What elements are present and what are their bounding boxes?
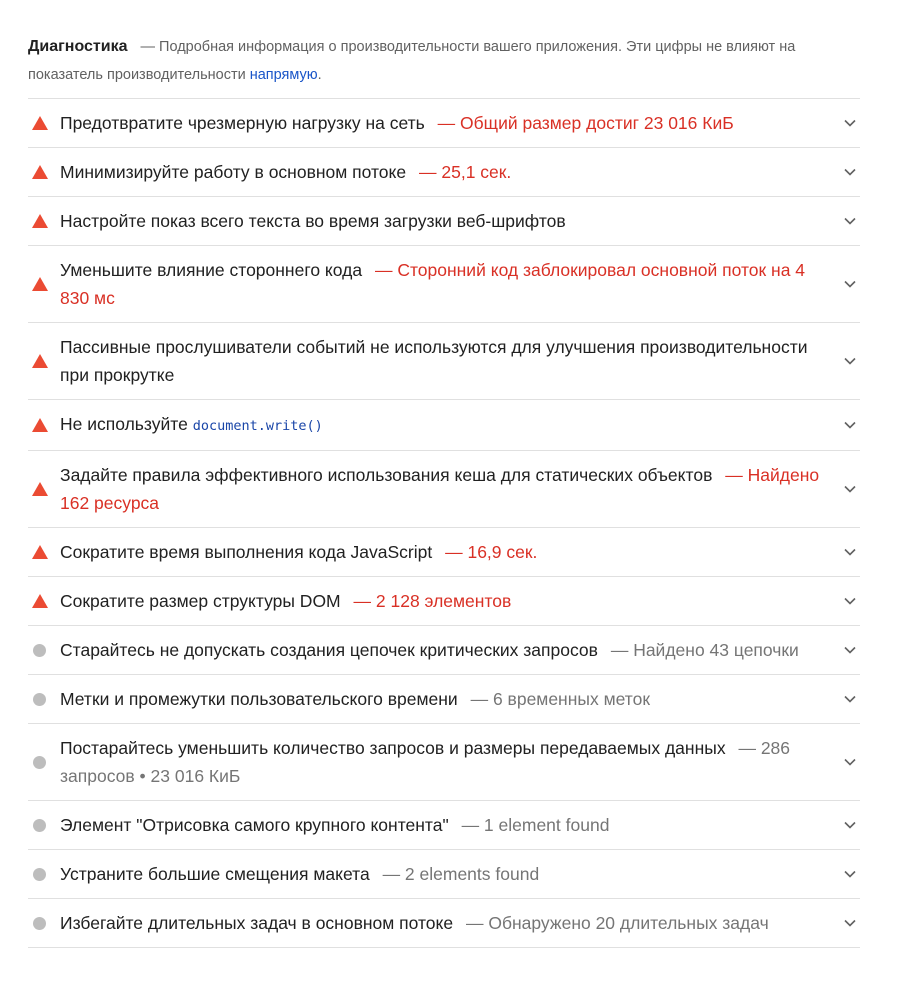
warning-triangle-icon — [32, 116, 48, 130]
directly-link[interactable]: напрямую — [249, 67, 318, 83]
warning-triangle-icon — [32, 594, 48, 608]
status-icon-cell — [28, 594, 60, 608]
warning-triangle-icon — [32, 214, 48, 228]
audit-title: Старайтесь не допускать создания цепочек критических запросов — [60, 640, 598, 660]
chevron-down-icon[interactable] — [840, 758, 860, 766]
audit-display-value: — 1 element found — [461, 815, 610, 835]
audit-title: Уменьшите влияние стороннего кода — [60, 260, 363, 280]
description-period: . — [317, 67, 322, 83]
status-icon-cell — [28, 354, 60, 368]
audit-row[interactable] — [28, 850, 860, 899]
audit-display-value: — 286 запросов • 23 016 КиБ — [60, 738, 791, 786]
status-icon-cell — [28, 868, 60, 881]
chevron-down-icon[interactable] — [840, 548, 860, 556]
audit-title: Пассивные прослушиватели событий не используются для улучшения производительности при прокрутке — [60, 337, 808, 385]
status-icon-cell — [28, 418, 60, 432]
chevron-down-icon[interactable] — [840, 168, 860, 176]
audit-display-value: — 2 128 элементов — [353, 591, 512, 611]
chevron-down-icon[interactable] — [840, 870, 860, 878]
audit-title: Минимизируйте работу в основном потоке — [60, 162, 407, 182]
audit-title: Предотвратите чрезмерную нагрузку на сеть — [60, 113, 425, 133]
audit-display-value: — 16,9 сек. — [445, 542, 538, 562]
audit-row[interactable] — [28, 801, 860, 850]
audit-display-value: — Обнаружено 20 длительных задач — [466, 913, 769, 933]
status-icon-cell — [28, 277, 60, 291]
audit-row[interactable] — [28, 626, 860, 675]
info-dot-icon — [33, 868, 46, 881]
audit-text — [60, 461, 840, 517]
audit-title: Устраните большие смещения макета — [60, 864, 370, 884]
info-dot-icon — [33, 644, 46, 657]
warning-triangle-icon — [32, 277, 48, 291]
info-dot-icon — [33, 917, 46, 930]
diagnostics-header — [28, 33, 860, 89]
audit-title: Сократите размер структуры DOM — [60, 591, 341, 611]
audit-title: Не используйте — [60, 414, 188, 434]
audit-title: Метки и промежутки пользовательского времени — [60, 689, 458, 709]
audit-text — [60, 410, 840, 440]
diagnostics-section — [28, 0, 860, 948]
warning-triangle-icon — [32, 418, 48, 432]
audit-row[interactable] — [28, 528, 860, 577]
chevron-down-icon[interactable] — [840, 280, 860, 288]
warning-triangle-icon — [32, 482, 48, 496]
audit-row[interactable] — [28, 323, 860, 400]
chevron-down-icon[interactable] — [840, 485, 860, 493]
audit-display-value: — 6 временных меток — [470, 689, 650, 709]
audit-title: Постарайтесь уменьшить количество запросов и размеры передаваемых данных — [60, 738, 726, 758]
status-icon-cell — [28, 693, 60, 706]
audit-display-value: — 2 elements found — [382, 864, 540, 884]
audit-text — [60, 538, 840, 566]
info-dot-icon — [33, 756, 46, 769]
status-icon-cell — [28, 482, 60, 496]
audit-row[interactable] — [28, 197, 860, 246]
chevron-down-icon[interactable] — [840, 421, 860, 429]
status-icon-cell — [28, 917, 60, 930]
audit-row[interactable] — [28, 675, 860, 724]
audit-display-value: — Найдено 43 цепочки — [610, 640, 799, 660]
status-icon-cell — [28, 545, 60, 559]
status-icon-cell — [28, 819, 60, 832]
audit-text — [60, 811, 840, 839]
warning-triangle-icon — [32, 354, 48, 368]
status-icon-cell — [28, 165, 60, 179]
audit-text — [60, 587, 840, 615]
section-title: Диагностика — [28, 38, 128, 55]
audit-text — [60, 256, 840, 312]
info-dot-icon — [33, 819, 46, 832]
audit-text — [60, 685, 840, 713]
status-icon-cell — [28, 116, 60, 130]
chevron-down-icon[interactable] — [840, 646, 860, 654]
audit-row[interactable] — [28, 99, 860, 148]
audit-display-value: — 25,1 сек. — [419, 162, 512, 182]
audit-title: Настройте показ всего текста во время загрузки веб-шрифтов — [60, 211, 566, 231]
warning-triangle-icon — [32, 165, 48, 179]
audit-row[interactable] — [28, 148, 860, 197]
audit-text — [60, 109, 840, 137]
chevron-down-icon[interactable] — [840, 119, 860, 127]
audit-title: Задайте правила эффективного использования кеша для статических объектов — [60, 465, 713, 485]
audit-title: Сократите время выполнения кода JavaScript — [60, 542, 433, 562]
audit-text — [60, 158, 840, 186]
audit-row[interactable] — [28, 246, 860, 323]
chevron-down-icon[interactable] — [840, 217, 860, 225]
section-description: — Подробная информация о производительности вашего приложения. Эти цифры не влияют на показатель производительности — [28, 39, 796, 83]
warning-triangle-icon — [32, 545, 48, 559]
chevron-down-icon[interactable] — [840, 695, 860, 703]
audit-display-value: — Сторонний код заблокировал основной поток на 4 830 мс — [60, 260, 806, 308]
audit-text — [60, 909, 840, 937]
audit-row[interactable] — [28, 724, 860, 801]
chevron-down-icon[interactable] — [840, 821, 860, 829]
audit-display-value: — Найдено 162 ресурса — [60, 465, 820, 513]
audit-text — [60, 636, 840, 664]
audit-text — [60, 734, 840, 790]
audit-code: document.write() — [192, 418, 323, 434]
status-icon-cell — [28, 214, 60, 228]
audit-text — [60, 207, 840, 235]
info-dot-icon — [33, 693, 46, 706]
audit-row[interactable] — [28, 899, 860, 948]
status-icon-cell — [28, 644, 60, 657]
chevron-down-icon[interactable] — [840, 919, 860, 927]
audit-text — [60, 333, 840, 389]
chevron-down-icon[interactable] — [840, 597, 860, 605]
audit-row[interactable] — [28, 400, 860, 451]
audit-title: Элемент "Отрисовка самого крупного контента" — [60, 815, 449, 835]
audit-row[interactable] — [28, 577, 860, 626]
chevron-down-icon[interactable] — [840, 357, 860, 365]
audit-text — [60, 860, 840, 888]
audit-row[interactable] — [28, 451, 860, 528]
audit-list — [28, 98, 860, 948]
audit-title: Избегайте длительных задач в основном потоке — [60, 913, 454, 933]
audit-display-value: — Общий размер достиг 23 016 КиБ — [437, 113, 734, 133]
status-icon-cell — [28, 756, 60, 769]
